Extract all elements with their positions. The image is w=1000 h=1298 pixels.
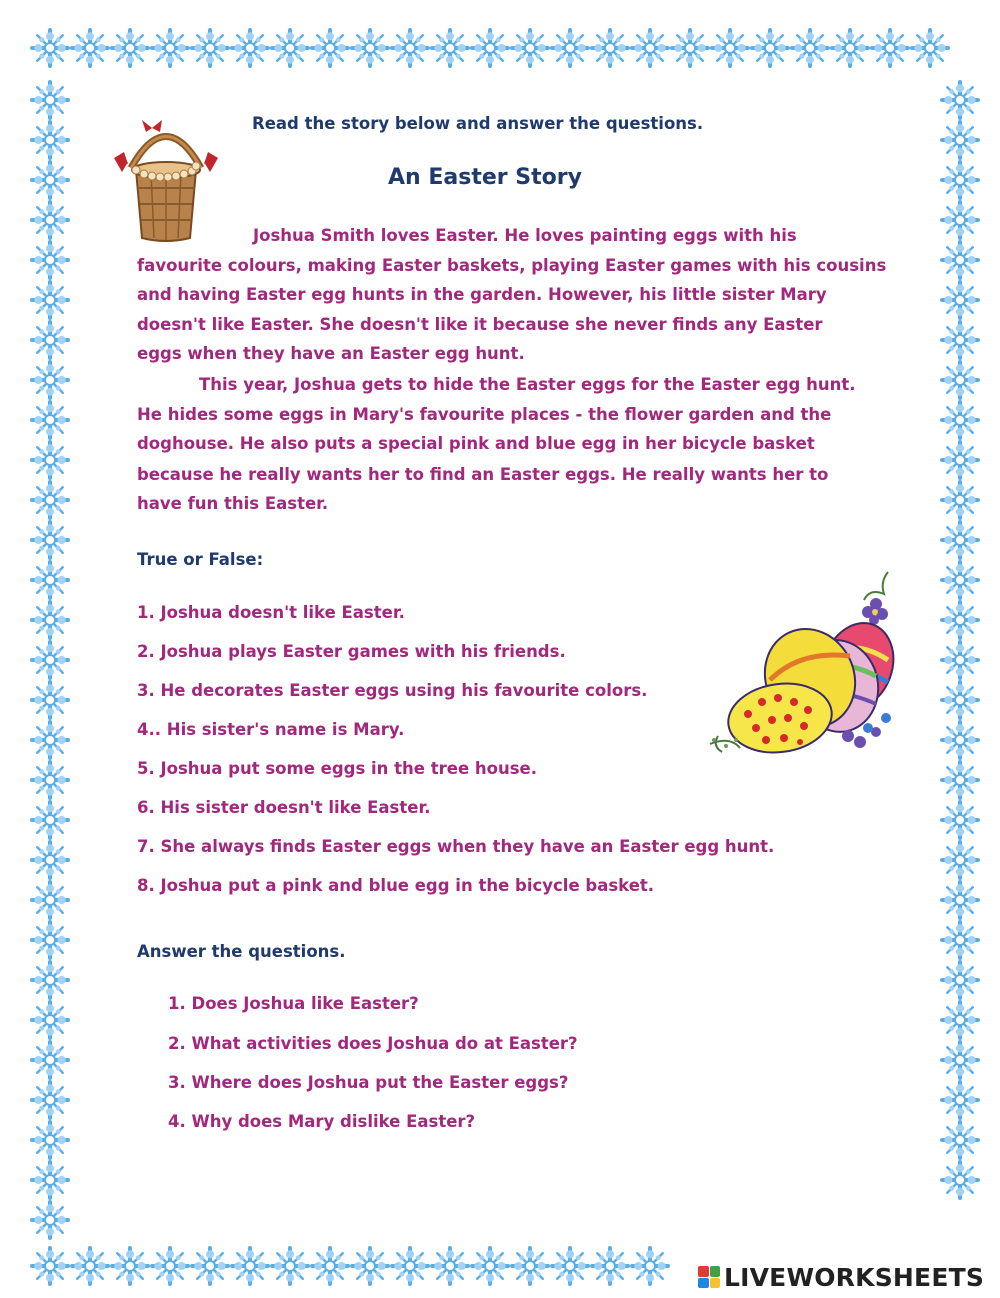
snowflake-icon	[942, 402, 978, 438]
snowflake-icon	[512, 1248, 548, 1284]
snowflake-icon	[942, 122, 978, 158]
snowflake-icon	[872, 30, 908, 66]
answer-questions-heading: Answer the questions.	[137, 942, 346, 961]
snowflake-icon	[32, 322, 68, 358]
snowflake-icon	[942, 1122, 978, 1158]
story-line: eggs when they have an Easter egg hunt.	[137, 344, 525, 363]
snowflake-icon	[152, 1248, 188, 1284]
snowflake-icon	[672, 30, 708, 66]
snowflake-icon	[352, 1248, 388, 1284]
snowflake-icon	[32, 762, 68, 798]
snowflake-icon	[32, 202, 68, 238]
snowflake-icon	[32, 842, 68, 878]
snowflake-icon	[312, 1248, 348, 1284]
snowflake-icon	[32, 802, 68, 838]
snowflake-icon	[942, 442, 978, 478]
true-false-item: 8. Joshua put a pink and blue egg in the bicycle basket.	[137, 876, 655, 895]
story-line: He hides some eggs in Mary's favourite places - the flower garden and the	[137, 405, 832, 424]
true-false-item: 7. She always finds Easter eggs when they have an Easter egg hunt.	[137, 837, 775, 856]
snowflake-icon	[32, 242, 68, 278]
snowflake-icon	[942, 642, 978, 678]
snowflake-icon	[942, 482, 978, 518]
story-line: favourite colours, making Easter baskets, playing Easter games with his cousins	[137, 256, 887, 275]
true-false-item: 2. Joshua plays Easter games with his friends.	[137, 642, 566, 661]
snowflake-icon	[942, 762, 978, 798]
snowflake-icon	[432, 1248, 468, 1284]
snowflake-icon	[152, 30, 188, 66]
snowflake-icon	[942, 682, 978, 718]
easter-basket-icon	[106, 110, 226, 245]
snowflake-icon	[32, 442, 68, 478]
snowflake-icon	[112, 30, 148, 66]
story-line: doesn't like Easter. She doesn't like it because she never finds any Easter	[137, 315, 823, 334]
snowflake-icon	[472, 1248, 508, 1284]
true-false-item: 4.. His sister's name is Mary.	[137, 720, 405, 739]
snowflake-icon	[942, 242, 978, 278]
snowflake-icon	[942, 1162, 978, 1198]
snowflake-icon	[272, 1248, 308, 1284]
snowflake-icon	[32, 402, 68, 438]
snowflake-icon	[942, 1002, 978, 1038]
snowflake-icon	[392, 1248, 428, 1284]
snowflake-icon	[32, 122, 68, 158]
snowflake-icon	[592, 1248, 628, 1284]
true-false-item: 3. He decorates Easter eggs using his favourite colors.	[137, 681, 648, 700]
liveworksheets-logo[interactable]	[698, 1262, 984, 1292]
instructions: Read the story below and answer the questions.	[252, 114, 704, 133]
snowflake-icon	[712, 30, 748, 66]
snowflake-icon	[942, 362, 978, 398]
snowflake-icon	[32, 882, 68, 918]
snowflake-icon	[32, 562, 68, 598]
snowflake-icon	[942, 602, 978, 638]
snowflake-icon	[942, 82, 978, 118]
snowflake-icon	[32, 602, 68, 638]
snowflake-icon	[942, 322, 978, 358]
snowflake-icon	[32, 362, 68, 398]
true-false-item: 5. Joshua put some eggs in the tree house.	[137, 759, 537, 778]
answer-question-item: 4. Why does Mary dislike Easter?	[168, 1112, 476, 1131]
snowflake-icon	[432, 30, 468, 66]
snowflake-border-right	[926, 0, 1000, 1298]
snowflake-icon	[32, 642, 68, 678]
story-line: have fun this Easter.	[137, 494, 329, 513]
snowflake-icon	[552, 30, 588, 66]
snowflake-icon	[32, 1082, 68, 1118]
snowflake-icon	[942, 562, 978, 598]
answer-question-item: 3. Where does Joshua put the Easter eggs?	[168, 1073, 569, 1092]
snowflake-icon	[32, 962, 68, 998]
snowflake-icon	[942, 162, 978, 198]
story-line: and having Easter egg hunts in the garden. However, his little sister Mary	[137, 285, 827, 304]
snowflake-icon	[32, 1162, 68, 1198]
snowflake-icon	[312, 30, 348, 66]
snowflake-icon	[32, 722, 68, 758]
snowflake-icon	[752, 30, 788, 66]
true-false-item: 1. Joshua doesn't like Easter.	[137, 603, 405, 622]
snowflake-icon	[592, 30, 628, 66]
snowflake-icon	[632, 1248, 668, 1284]
story-line: doghouse. He also puts a special pink and blue egg in her bicycle basket	[137, 434, 815, 453]
snowflake-icon	[392, 30, 428, 66]
snowflake-border-left	[0, 0, 86, 1298]
snowflake-icon	[942, 1042, 978, 1078]
snowflake-icon	[352, 30, 388, 66]
answer-question-item: 1. Does Joshua like Easter?	[168, 994, 419, 1013]
snowflake-icon	[552, 1248, 588, 1284]
answer-question-item: 2. What activities does Joshua do at Easter?	[168, 1034, 578, 1053]
snowflake-border-top	[0, 0, 1000, 90]
snowflake-icon	[832, 30, 868, 66]
snowflake-icon	[32, 82, 68, 118]
liveworksheets-brand: LIVEWORKSHEETS	[724, 1262, 985, 1292]
liveworksheets-logo-icon	[698, 1266, 720, 1288]
snowflake-icon	[942, 202, 978, 238]
snowflake-icon	[512, 30, 548, 66]
snowflake-icon	[32, 1122, 68, 1158]
snowflake-icon	[32, 1202, 68, 1238]
snowflake-icon	[472, 30, 508, 66]
snowflake-icon	[792, 30, 828, 66]
snowflake-icon	[32, 282, 68, 318]
snowflake-icon	[632, 30, 668, 66]
easter-eggs-icon	[700, 568, 900, 763]
snowflake-icon	[32, 522, 68, 558]
snowflake-icon	[32, 1002, 68, 1038]
snowflake-icon	[942, 522, 978, 558]
story-title: An Easter Story	[388, 165, 582, 190]
true-false-heading: True or False:	[137, 550, 264, 569]
snowflake-icon	[32, 682, 68, 718]
snowflake-icon	[32, 922, 68, 958]
snowflake-icon	[232, 1248, 268, 1284]
snowflake-icon	[32, 162, 68, 198]
snowflake-icon	[192, 1248, 228, 1284]
snowflake-icon	[32, 1042, 68, 1078]
snowflake-icon	[942, 962, 978, 998]
snowflake-icon	[192, 30, 228, 66]
story-line: This year, Joshua gets to hide the Easter eggs for the Easter egg hunt.	[199, 375, 856, 394]
snowflake-icon	[942, 282, 978, 318]
snowflake-icon	[942, 1082, 978, 1118]
snowflake-icon	[272, 30, 308, 66]
snowflake-icon	[32, 482, 68, 518]
snowflake-icon	[942, 922, 978, 958]
snowflake-icon	[942, 722, 978, 758]
snowflake-icon	[942, 882, 978, 918]
snowflake-icon	[112, 1248, 148, 1284]
story-line: Joshua Smith loves Easter. He loves painting eggs with his	[253, 226, 797, 245]
snowflake-icon	[232, 30, 268, 66]
story-line: because he really wants her to find an Easter eggs. He really wants her to	[137, 465, 829, 484]
snowflake-icon	[942, 802, 978, 838]
true-false-item: 6. His sister doesn't like Easter.	[137, 798, 431, 817]
snowflake-icon	[942, 842, 978, 878]
